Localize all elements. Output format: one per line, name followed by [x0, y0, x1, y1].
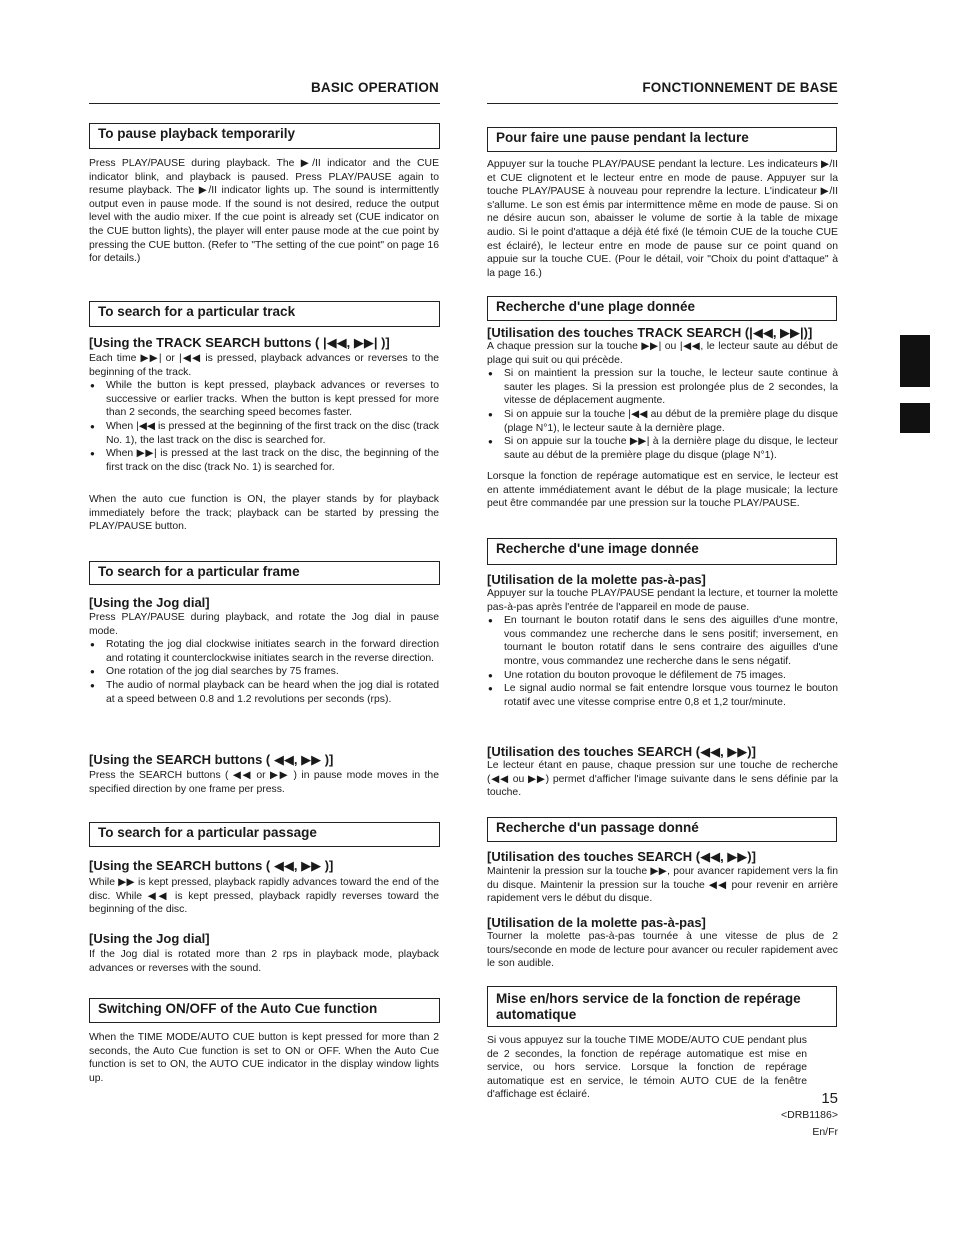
heading-track-en: To search for a particular track — [89, 301, 440, 327]
subheading-jog-passage-en: [Using the Jog dial] — [89, 931, 210, 946]
list-item: ● Si on appuie sur la touche ▶▶| à la dernière plage du disque, le lecteur saute au début de la première plage du disque (plage N°1). — [487, 435, 838, 462]
list-item: ● Si on maintient la pression sur la touche, le lecteur saute continue à sauter les plages. Si la pression est prolongée plus de 2 secondes, la vitesse de déplacement augmente. — [487, 367, 838, 408]
doc-code: <DRB1186> — [780, 1109, 838, 1121]
header-rule-en — [89, 103, 440, 104]
subheading-search-frame-en: [Using the SEARCH buttons ( ◀◀, ▶▶ )] — [89, 752, 334, 767]
header-rule-fr — [487, 103, 838, 104]
page-number: 15 — [821, 1090, 838, 1107]
subheading-search-passage-en: [Using the SEARCH buttons ( ◀◀, ▶▶ )] — [89, 858, 334, 873]
heading-autocue-fr: Mise en/hors service de la fonction de repérage automatique — [487, 986, 837, 1027]
text-frame-fr: Appuyer sur la touche PLAY/PAUSE pendant la lecture, et tourner la molette pas-à-pas après l'entrée de l'appareil en mode de pause. ● En tournant le bouton rotatif dans le sens des aiguilles d'une montre, vous commandez une recherche dans le sens positif; inversement, en tournant le bouton rotatif dans le sens contraire des aiguilles d'une montre, vous commandez une recherche dans le sens négatif. ● Une rotation du bouton provoque le défilement de 75 images. ● Le signal audio normal se fait entendre lorsque vous tournez le bouton rotatif avec une vitesse comprise entre 0,8 et 1,2 tour/minute. — [487, 587, 838, 709]
heading-passage-en: To search for a particular passage — [89, 822, 440, 847]
subheading-jog-en: [Using the Jog dial] — [89, 595, 210, 610]
text-track-fr: A chaque pression sur la touche ▶▶| ou |◀◀, le lecteur saute au début de plage qui suit ou qui précède. ● Si on maintient la pression sur la touche, le lecteur saute continue à sauter les plages. Si la pression est prolongée plus de 2 secondes, la vitesse de déplacement augmente. ● Si on appuie sur la touche |◀◀ au début de la première plage du disque (plage N°1), le lecteur saute à la dernière plage. ● Si on appuie sur la touche ▶▶| à la dernière plage du disque, le lecteur saute au début de la première plage du disque (plage N°1). — [487, 340, 838, 462]
heading-frame-en: To search for a particular frame — [89, 561, 440, 585]
text-pause-fr: Appuyer sur la touche PLAY/PAUSE pendant la lecture. Les indicateurs ▶/II et CUE clignotent et le lecteur entre en mode de pause. Appuyer sur la touche PLAY/PAUSE à nouveau pour reprendre la lecture. L'indicateur ▶/II s'allume. Le son est émis par intermittence même en mode de pause. Si on ne désire aucun son, abaisser le volume de sortie à la table de mixage audio. Si le point d'attaque a déjà été fixé (le témoin CUE de la touche CUE est éclairé), le lecteur entre en mode de pause sur ce point quand on appuie sur la touche CUE. (Pour le détail, voir "Choix du point d'attaque" à la page 16.) — [487, 159, 838, 279]
list-item: ● Si on appuie sur la touche |◀◀ au début de la première plage du disque (plage N°1), le lecteur saute à la dernière plage. — [487, 408, 838, 435]
text-pause-en: Press PLAY/PAUSE during playback. The ▶/II indicator and the CUE indicator blink, and playback is paused. Press PLAY/PAUSE again to resume playback. The ▶/II indicator lights up. The sound is intermittently output even in pause mode. If the sound is not desired, reduce the output level with the audio mixer. If the cue point is already set (CUE indicator on the CUE button lights), the player will enter pause mode at the cue point by pressing the CUE button. (Refer to "The setting of the cue point" on page 16 for details.) — [89, 158, 439, 265]
document-code — [740, 1107, 838, 1141]
text-passage-fr: Maintenir la pression sur la touche ▶▶, pour avancer rapidement vers la fin du disque. Maintenir la pression sur la touche ◀◀ pour revenir en arrière rapidement vers le début du disque. — [487, 866, 838, 905]
side-tab-marker-top — [900, 335, 930, 387]
text-frame-search-en: Press the SEARCH buttons ( ◀◀ or ▶▶ ) in pause mode moves in the specified direction by one frame per press. — [89, 770, 439, 795]
list-item: ● When |◀◀ is pressed at the beginning of the first track on the disc (track No. 1), the last track on the disc is searched for. — [89, 420, 439, 447]
list-item: ● When ▶▶| is pressed at the last track on the disc, the beginning of the first track on the disc (track No. 1) is searched for. — [89, 447, 439, 474]
text-passage-jog-en: If the Jog dial is rotated more than 2 rps in playback mode, playback advances or reverses with the sound. — [89, 949, 439, 974]
section-header-fr: FONCTIONNEMENT DE BASE — [642, 80, 838, 95]
heading-pause-fr: Pour faire une pause pendant la lecture — [487, 127, 837, 152]
list-item: ● While the button is kept pressed, playback advances or reverses to successive or earlier tracks. When the button is kept pressed for more than 2 seconds, the searching speed becomes faster. — [89, 379, 439, 420]
text-passage-jog-fr: Tourner la molette pas-à-pas tournée à une vitesse de plus de 2 tours/seconde en mode de lecture pour avancer ou reculer rapidement avec le son audible. — [487, 931, 838, 970]
list-item: ● Une rotation du bouton provoque le défilement de 75 images. — [487, 669, 838, 683]
heading-autocue-en: Switching ON/OFF of the Auto Cue function — [89, 998, 440, 1023]
text-passage-en: While ▶▶ is kept pressed, playback rapidly advances toward the end of the disc. While ◀◀ is kept pressed, playback rapidly reverses toward the beginning of the disc. — [89, 877, 439, 916]
list-item: ● The audio of normal playback can be heard when the jog dial is rotated at a speed between 0.8 and 1.2 revolutions per seconds (rps). — [89, 679, 439, 706]
text-track-note-en: When the auto cue function is ON, the player stands by for playback immediately before the track; playback can be started by pressing the PLAY/PAUSE button. — [89, 494, 439, 533]
text-frame-en: Press PLAY/PAUSE during playback, and rotate the Jog dial in pause mode. ● Rotating the jog dial clockwise initiates search in the forward direction and rotating it counterclockwise initiates search in the reverse direction. ● One rotation of the jog dial searches by 75 frames. ● The audio of normal playback can be heard when the jog dial is rotated at a speed between 0.8 and 1.2 revolutions per seconds (rps). — [89, 611, 439, 706]
heading-pause-en: To pause playback temporarily — [89, 123, 440, 149]
text-autocue-en: When the TIME MODE/AUTO CUE button is kept pressed for more than 2 seconds, the Auto Cue function is set to ON or OFF. When the Auto Cue function is set to ON, the AUTO CUE indicator in the display window lights up. — [89, 1032, 439, 1084]
text-track-note-fr: Lorsque la fonction de repérage automatique est en service, le lecteur est en attente immédiatement avant le début de la plage musicale; la lecture peut être commandée par une pression sur la touche PLAY/PAUSE. — [487, 471, 838, 510]
subheading-search-frame-fr: [Utilisation des touches SEARCH (◀◀, ▶▶)] — [487, 744, 756, 759]
text-frame-search-fr: Le lecteur étant en pause, chaque pression sur une touche de recherche (◀◀ ou ▶▶) permet d'afficher l'image suivante dans le sens définie par la touche. — [487, 760, 838, 799]
heading-frame-fr: Recherche d'une image donnée — [487, 538, 837, 565]
heading-track-fr: Recherche d'une plage donnée — [487, 296, 837, 321]
list-item: ● Rotating the jog dial clockwise initiates search in the forward direction and rotating it counterclockwise initiates search in the reverse direction. — [89, 638, 439, 665]
side-tab-marker-bottom — [900, 403, 930, 433]
subheading-jog-passage-fr: [Utilisation de la molette pas-à-pas] — [487, 915, 706, 930]
list-item: ● Le signal audio normal se fait entendre lorsque vous tournez le bouton rotatif avec une vitesse comprise entre 0,8 et 1,2 tour/minute. — [487, 682, 838, 709]
subheading-jog-fr: [Utilisation de la molette pas-à-pas] — [487, 572, 706, 587]
text-autocue-fr: Si vous appuyez sur la touche TIME MODE/AUTO CUE pendant plus de 2 secondes, la fonction de repérage automatique est mise en service, ou hors service. Lorsque la fonction de repérage automatique est en service, le témoin AUTO CUE de la fenêtre d'affichage est éclairé. — [487, 1035, 807, 1101]
subheading-search-passage-fr: [Utilisation des touches SEARCH (◀◀, ▶▶)] — [487, 849, 756, 864]
text-track-en: Each time ▶▶| or |◀◀ is pressed, playback advances or reverses to the beginning of the track. ● While the button is kept pressed, playback advances or reverses to successive or earlier tracks. When the button is kept pressed for more than 2 seconds, the searching speed becomes faster. ● When |◀◀ is pressed at the beginning of the first track on the disc (track No. 1), the last track on the disc is searched for. ● When ▶▶| is pressed at the last track on the disc, the beginning of the first track on the disc (track No. 1) is searched for. — [89, 352, 439, 474]
doc-language: En/Fr — [812, 1126, 838, 1138]
subheading-track-search-en: [Using the TRACK SEARCH buttons ( |◀◀, ▶▶| )] — [89, 335, 390, 350]
heading-passage-fr: Recherche d'un passage donné — [487, 817, 837, 842]
subheading-track-search-fr: [Utilisation des touches TRACK SEARCH (|◀◀, ▶▶|)] — [487, 325, 813, 340]
list-item: ● En tournant le bouton rotatif dans le sens des aiguilles d'une montre, vous commandez une recherche dans le sens positif; inversement, en tournant le bouton rotatif dans le sens contraire des aiguilles d'une montre, vous commandez une recherche dans le sens négatif. — [487, 614, 838, 668]
section-header-en: BASIC OPERATION — [310, 80, 439, 95]
list-item: ● One rotation of the jog dial searches by 75 frames. — [89, 665, 439, 679]
